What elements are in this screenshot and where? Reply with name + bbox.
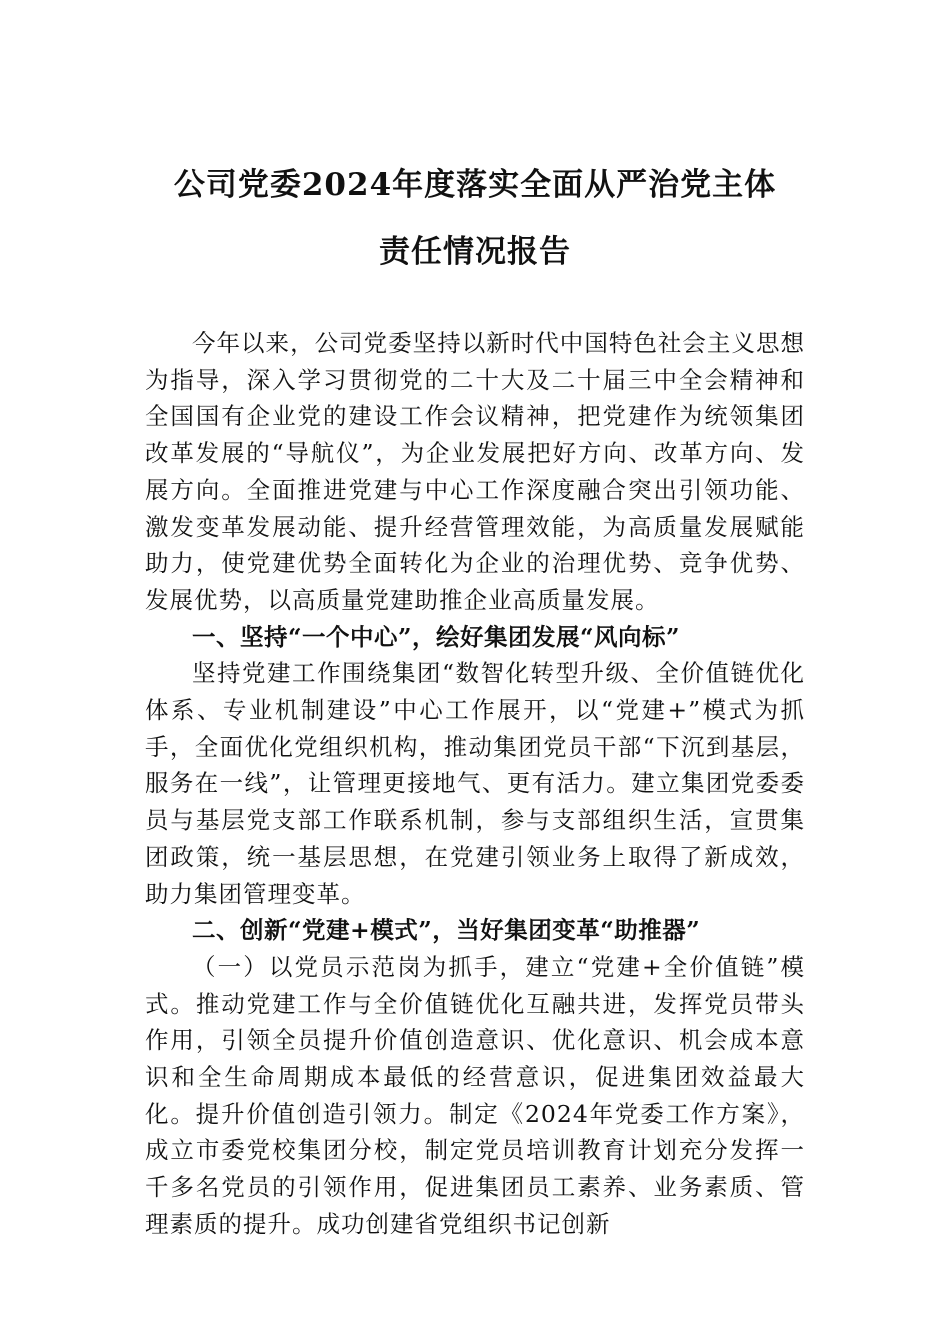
intro-paragraph: 今年以来，公司党委坚持以新时代中国特色社会主义思想为指导，深入学习贯彻党的二十大及二十届三中全会精神和全国国有企业党的建设工作会议精神，把党建作为统领集团改革发展的“导航仪”，为企业发展把好方向、改革方向、发展方向。全面推进党建与中心工作深度融合突出引领功能、激发变革发展动能、提升经营管理效能，为高质量发展赋能助力，使党建优势全面转化为企业的治理优势、竞争优势、发展优势，以高质量党建助推企业高质量发展。: [145, 329, 805, 614]
document-title-line-2: 责任情况报告: [379, 234, 571, 270]
document-body: [145, 325, 805, 1243]
section-heading-1: 一、坚持“一个中心”，绘好集团发展“风向标”: [192, 622, 681, 651]
section-2-paragraph: （一）以党员示范岗为抓手，建立“党建+全价值链”模式。推动党建工作与全价值链优化互融共进，发挥党员带头作用，引领全员提升价值创造意识、优化意识、机会成本意识和全生命周期成本最低的经营意识，促进集团效益最大化。提升价值创造引领力。制定《2024年党委工作方案》，成立市委党校集团分校，制定党员培训教育计划充分发挥一千多名党员的引领作用，促进集团员工素养、业务素质、管理素质的提升。成功创建省党组织书记创新: [145, 952, 805, 1238]
section-heading-2: 二、创新“党建+模式”，当好集团变革“助推器”: [192, 916, 701, 945]
document-title-line-1: 公司党委2024年度落实全面从严治党主体: [173, 167, 777, 203]
section-1-paragraph: 坚持党建工作围绕集团“数智化转型升级、全价值链优化体系、专业机制建设”中心工作展开，以“党建+”模式为抓手，全面优化党组织机构，推动集团党员干部“下沉到基层，服务在一线”，让管理更接地气、更有活力。建立集团党委委员与基层党支部工作联系机制，参与支部组织生活，宣贯集团政策，统一基层思想，在党建引领业务上取得了新成效，助力集团管理变革。: [145, 659, 805, 908]
